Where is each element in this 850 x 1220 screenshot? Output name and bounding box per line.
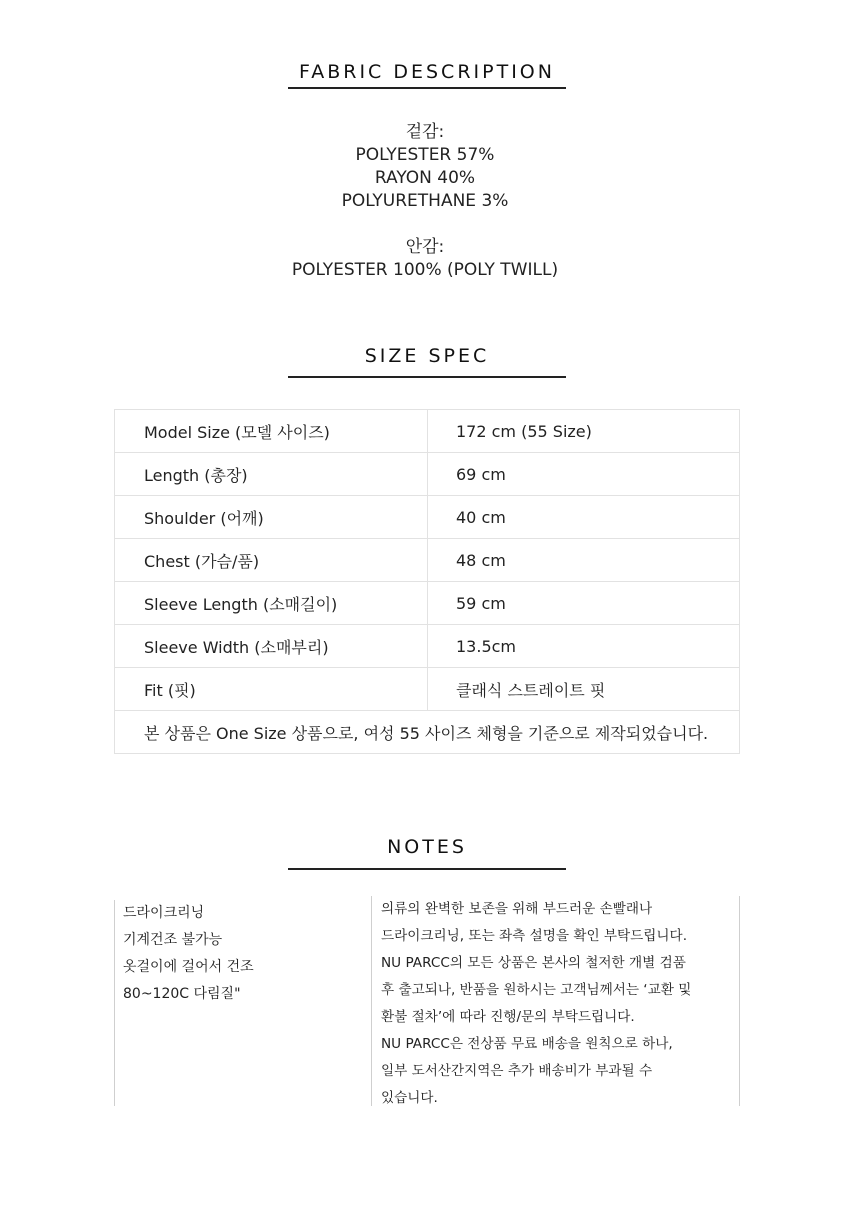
- table-row: [115, 711, 740, 754]
- table-row: [115, 410, 740, 453]
- fabric-lining-block: [0, 236, 850, 282]
- size-spec-table: [114, 409, 740, 754]
- notice-line: 일부 도서산간지역은 추가 배송비가 부과될 수: [381, 1063, 653, 1079]
- spec-label: Chest (가슴/품): [115, 539, 428, 582]
- size-spec-title-underline: [288, 376, 566, 378]
- lining-fabric-label: 안감:: [405, 237, 445, 257]
- care-item: 드라이크리닝: [123, 905, 205, 921]
- table-row: [115, 453, 740, 496]
- care-instructions: [114, 900, 371, 1106]
- spec-value: 13.5cm: [428, 625, 740, 668]
- spec-label: Length (총장): [115, 453, 428, 496]
- table-row: [115, 539, 740, 582]
- notes-section-title: NOTES: [387, 836, 467, 858]
- spec-value: 172 cm (55 Size): [428, 410, 740, 453]
- notice-line: 의류의 완벽한 보존을 위해 부드러운 손빨래나: [381, 901, 653, 917]
- fabric-title-underline: [288, 87, 566, 89]
- spec-label: Shoulder (어깨): [115, 496, 428, 539]
- spec-label: Fit (핏): [115, 668, 428, 711]
- care-item: 옷걸이에 걸어서 건조: [123, 959, 254, 975]
- spec-label: Sleeve Width (소매부리): [115, 625, 428, 668]
- spec-value: 40 cm: [428, 496, 740, 539]
- size-spec-section-title: SIZE SPEC: [364, 345, 490, 367]
- spec-label: Model Size (모델 사이즈): [115, 410, 428, 453]
- table-row: [115, 668, 740, 711]
- notice-line: 있습니다.: [381, 1090, 438, 1106]
- notice-line: 후 출고되나, 반품을 원하시는 고객님께서는 ‘교환 및: [381, 982, 692, 998]
- outer-fabric-item: POLYESTER 57%: [355, 145, 495, 165]
- fabric-section-title: FABRIC DESCRIPTION: [299, 61, 555, 83]
- spec-value: 59 cm: [428, 582, 740, 625]
- outer-fabric-label: 겉감:: [405, 122, 445, 142]
- spec-value: 69 cm: [428, 453, 740, 496]
- notes-title-underline: [288, 868, 566, 870]
- notice-line: NU PARCC은 전상품 무료 배송을 원칙으로 하나,: [381, 1036, 673, 1052]
- table-row: [115, 582, 740, 625]
- notice-line: 환불 절차’에 따라 진행/문의 부탁드립니다.: [381, 1009, 635, 1025]
- outer-fabric-item: RAYON 40%: [374, 168, 476, 188]
- care-item: 기계건조 불가능: [123, 932, 223, 948]
- lining-fabric-item: POLYESTER 100% (POLY TWILL): [291, 260, 559, 280]
- table-row: [115, 496, 740, 539]
- size-spec-note: 본 상품은 One Size 상품으로, 여성 55 사이즈 체형을 기준으로 제작되었습니다.: [115, 711, 740, 754]
- spec-label: Sleeve Length (소매길이): [115, 582, 428, 625]
- shipping-return-notice: [371, 896, 740, 1106]
- outer-fabric-item: POLYURETHANE 3%: [341, 191, 509, 211]
- care-item: 80~120C 다림질": [123, 986, 241, 1002]
- notice-line: 드라이크리닝, 또는 좌측 설명을 확인 부탁드립니다.: [381, 928, 688, 944]
- table-row: [115, 625, 740, 668]
- spec-value: 클래식 스트레이트 핏: [428, 668, 740, 711]
- notice-line: NU PARCC의 모든 상품은 본사의 철저한 개별 검품: [381, 955, 686, 971]
- spec-value: 48 cm: [428, 539, 740, 582]
- fabric-outer-block: [0, 121, 850, 213]
